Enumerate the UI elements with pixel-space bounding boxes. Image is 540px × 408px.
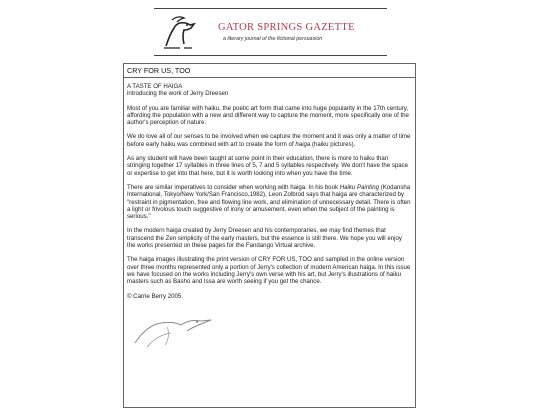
book-title: Haiku Painting [339,183,379,191]
copyright-line: © Carrie Berry 2005 [127,292,182,300]
alligator-logo-icon [160,12,200,52]
paragraph-4-tail: (Kodansha International, Tokyo/New York/San Francisco,1982), Leon Zolbrod says that haiga are characterized by "restraint in pigmentation, free and flowing line work, and elimination of unnecessary detail. There is often a light or frivolous touch suggestive of irony or amusement, even when the subject of the painting is serious." [127,183,411,221]
heron-drawing-icon [127,311,247,347]
article-panel [123,63,416,408]
paragraph-5: In the modern haiga created by Jerry Dreesen and his contemporaries, we may find themes that transcend the Zen simplicity of the early masters, but the essence is still there. We hope you will enjoy the works presented on these pages for the Fandango Virtual archive. [127,227,402,250]
masthead-bottom-rule [154,55,387,56]
masthead [154,8,387,58]
paragraph-6: The haiga images illustrating the print version of CRY FOR US, TOO and sampled in the online version over three months represented only a portion of Jerry's collection of modern American haiga. In this issue we have focused on the works including Jerry's own verse with his art, but Jerry's illustrations of haiku masters such as Basho and Issa are worth seeing if you get the chance. [127,256,411,286]
paragraph-3: As any student will have been taught at some point in their education, there is more to haiku than stringing together 17 syllables in three lines of 5, 7 and 5 syllables respectively. We don't have the space or expertise to get into that here, but it is worth looking into when you have the time. [127,155,409,177]
article-title: CRY FOR US, TOO [124,64,415,78]
paragraph-2-text: We do love all of our senses to be involved when we capture the moment and it was only a matter of time before early haiku was combined with art to create the form of [127,133,411,148]
paragraph-2-tail: (haiku pictures). [310,140,356,148]
paragraph-4 [127,184,412,220]
article-body [124,78,415,349]
publication-title: GATOR SPRINGS GAZETTE [218,22,355,33]
paragraph-2 [127,133,412,148]
article-byline: introducing the work of Jerry Dreesen [127,90,229,98]
article-kicker: A TASTE OF HAIGA [127,83,183,90]
haiga-term: haiga [295,140,311,148]
paragraph-1: Most of you are familiar with haiku, the poetic art form that came into huge popularity in the 17th century, affording the population with a new and different way to capture the moment, more specifically one of the author's perception of nature. [127,104,409,127]
masthead-top-rule [154,8,387,9]
paragraph-4-text: There are similar imperatives to consider when working with haiga. In his book [127,183,340,191]
article-intro [127,83,412,98]
publication-tagline: a literary journal of the fictional persuasion [223,36,323,42]
